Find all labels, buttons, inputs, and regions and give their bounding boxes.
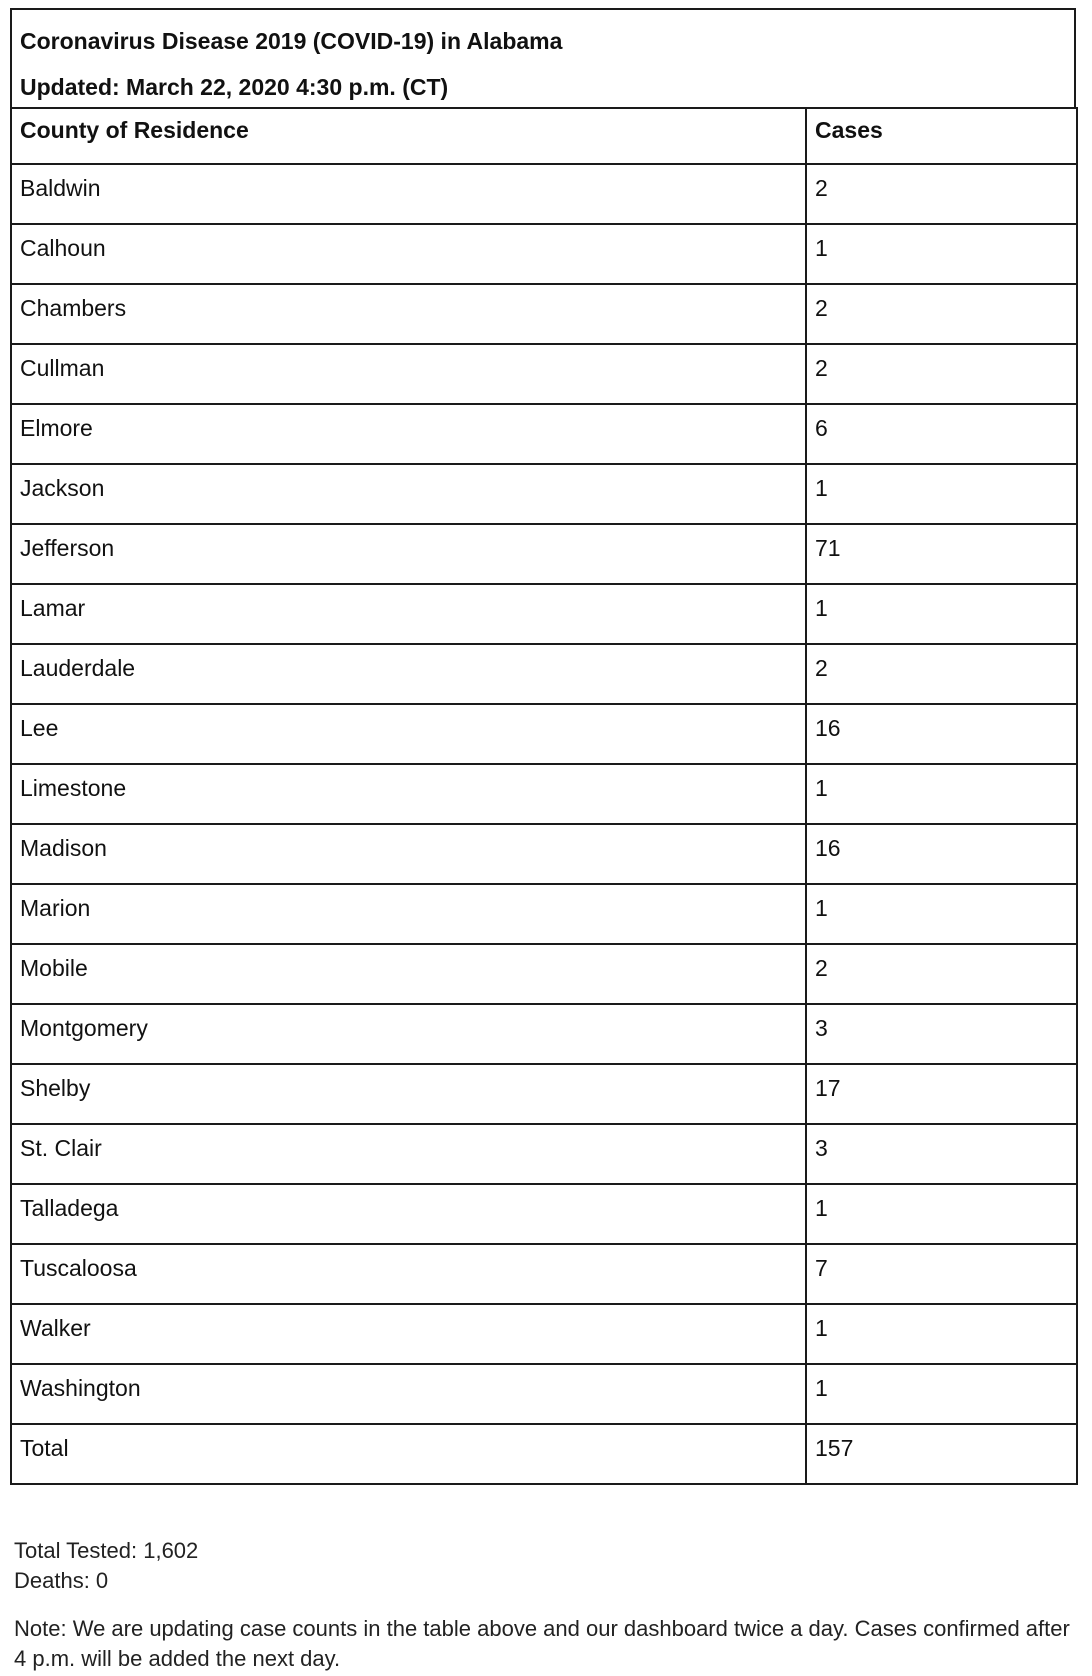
table-row <box>11 884 1077 944</box>
county-cell: Madison <box>11 824 806 884</box>
table-row <box>11 1244 1077 1304</box>
county-cell: Jackson <box>11 464 806 524</box>
county-cell: Baldwin <box>11 164 806 224</box>
county-cell: St. Clair <box>11 1124 806 1184</box>
cases-cell: 1 <box>806 884 1077 944</box>
cases-cell: 16 <box>806 704 1077 764</box>
cases-cell: 71 <box>806 524 1077 584</box>
cases-cell: 3 <box>806 1004 1077 1064</box>
county-cell: Talladega <box>11 1184 806 1244</box>
county-cell: Lee <box>11 704 806 764</box>
cases-cell: 7 <box>806 1244 1077 1304</box>
table-row <box>11 1124 1077 1184</box>
county-cell: Marion <box>11 884 806 944</box>
table-row <box>11 524 1077 584</box>
update-note: Note: We are updating case counts in the table above and our dashboard twice a day. Cases confirmed after 4 p.m. will be added the next day. <box>14 1616 1070 1671</box>
cases-cell: 2 <box>806 164 1077 224</box>
county-cell: Montgomery <box>11 1004 806 1064</box>
table-row <box>11 284 1077 344</box>
total-tested: Total Tested: 1,602 <box>14 1538 199 1563</box>
table-row <box>11 164 1077 224</box>
table-row <box>11 1184 1077 1244</box>
cases-cell: 2 <box>806 944 1077 1004</box>
table-row <box>11 704 1077 764</box>
cases-cell: 1 <box>806 1304 1077 1364</box>
cases-cell: 16 <box>806 824 1077 884</box>
updated-timestamp: Updated: March 22, 2020 4:30 p.m. (CT) <box>20 74 449 100</box>
county-cell: Mobile <box>11 944 806 1004</box>
table-row <box>11 764 1077 824</box>
county-cell: Calhoun <box>11 224 806 284</box>
county-cell: Chambers <box>11 284 806 344</box>
county-cell: Walker <box>11 1304 806 1364</box>
county-cell: Limestone <box>11 764 806 824</box>
cases-by-county-table <box>10 107 1078 1485</box>
table-title: Coronavirus Disease 2019 (COVID-19) in Alabama <box>20 28 563 54</box>
cases-cell: 1 <box>806 1364 1077 1424</box>
county-cell: Shelby <box>11 1064 806 1124</box>
county-cell: Lauderdale <box>11 644 806 704</box>
table-row <box>11 1064 1077 1124</box>
county-cell: Washington <box>11 1364 806 1424</box>
county-cell: Lamar <box>11 584 806 644</box>
table-caption <box>10 8 1076 107</box>
table-row <box>11 344 1077 404</box>
header-cases: Cases <box>806 108 1077 164</box>
cases-cell: 3 <box>806 1124 1077 1184</box>
cases-cell: 2 <box>806 644 1077 704</box>
deaths-count: Deaths: 0 <box>14 1568 109 1593</box>
table-row <box>11 224 1077 284</box>
table-row <box>11 824 1077 884</box>
county-cell: Tuscaloosa <box>11 1244 806 1304</box>
county-cell: Cullman <box>11 344 806 404</box>
cases-cell: 17 <box>806 1064 1077 1124</box>
table-row <box>11 1004 1077 1064</box>
total-cases-cell: 157 <box>806 1424 1077 1484</box>
table-row <box>11 1364 1077 1424</box>
table-row <box>11 644 1077 704</box>
cases-cell: 1 <box>806 1184 1077 1244</box>
table-row <box>11 1304 1077 1364</box>
total-row <box>11 1424 1077 1484</box>
cases-cell: 1 <box>806 584 1077 644</box>
county-cell: Elmore <box>11 404 806 464</box>
header-county: County of Residence <box>11 108 806 164</box>
cases-cell: 6 <box>806 404 1077 464</box>
table-row <box>11 584 1077 644</box>
table-header-row <box>11 108 1077 164</box>
cases-cell: 2 <box>806 284 1077 344</box>
cases-cell: 1 <box>806 224 1077 284</box>
covid-table-container <box>10 8 1076 1485</box>
cases-cell: 1 <box>806 464 1077 524</box>
cases-cell: 2 <box>806 344 1077 404</box>
table-row <box>11 404 1077 464</box>
county-cell: Jefferson <box>11 524 806 584</box>
summary-section <box>14 1536 1074 1674</box>
table-row <box>11 464 1077 524</box>
cases-cell: 1 <box>806 764 1077 824</box>
table-row <box>11 944 1077 1004</box>
total-label-cell: Total <box>11 1424 806 1484</box>
